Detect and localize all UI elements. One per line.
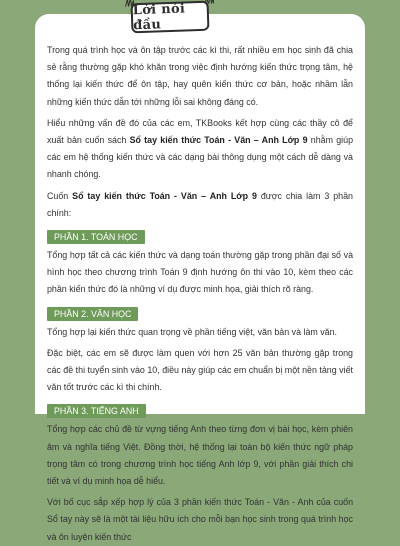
section-text-literature: Tổng hợp lại kiến thức quan trọng về phần tiếng việt, văn bản và làm văn. (47, 326, 338, 337)
book-title: Sổ tay kiến thức Toán - Văn – Anh Lớp 9 (129, 135, 308, 146)
grass-decoration-icon (204, 0, 214, 4)
section-text-english: Tổng hợp các chủ đề từ vựng tiếng Anh theo từng đơn vị bài học, kèm phiên âm và nghĩa tiếng Việt. Đồng thời, hệ thống lại toàn bộ kiến thức ngữ pháp trọng tâm có trong chương trình học tiếng Anh lớp 9, với phần giải thích chi tiết và ví dụ minh họa dễ hiểu. (47, 424, 353, 487)
grass-decoration-icon (124, 0, 134, 7)
intro-paragraph-2 (47, 115, 353, 184)
section-text-english-2: Với bố cục sắp xếp hợp lý của 3 phần kiến thức Toán - Văn - Anh của cuốn Sổ tay này sẽ là một tài liệu hữu ích cho mỗi bạn học sinh trong quá trình học và ôn luyện kiến thức (47, 497, 353, 542)
intro-p2-before: Hiểu những vấn đề đó của các em, TKBooks kết hợp cùng các thầy cô để xuất bản cuốn sách (47, 117, 353, 146)
intro-paragraph-1: Trong quá trình học và ôn tập trước các kì thi, rất nhiều em học sinh đã chia sẻ rằng thường gặp khó khăn trong việc định hướng kiến thức trọng tâm, hệ thống lại kiến thức để ôn tập, hay quên kiến thức cơ bản, hoặc nhầm lẫn những kiến thức dẫn tới những lỗi sai không đáng có. (47, 45, 353, 107)
intro-paragraph-3 (47, 188, 353, 222)
book-title: Sổ tay kiến thức Toán - Văn – Anh Lớp 9 (72, 190, 257, 201)
content-card (35, 1, 365, 542)
section-label-literature: PHẦN 2. VĂN HỌC (47, 307, 138, 321)
section-text-math: Tổng hợp tất cả các kiến thức và dạng toán thường gặp trong phần đại số và hình học theo chương trình Toán 9 định hướng ôn thi vào 10, kèm theo các phần kiến thức đó là những ví dụ được minh họa, giải thích rõ ràng. (47, 250, 353, 295)
page-title: Lời nói đầu (132, 1, 186, 34)
section-label-english: PHẦN 3. TIẾNG ANH (47, 404, 146, 418)
intro-p3-after: được chia làm 3 phần chính: (47, 190, 353, 218)
intro-p3-before: Cuốn (47, 190, 73, 201)
intro-p2-after: nhằm giúp các em hệ thống kiến thức và các dạng bài thông dụng một cách dễ dàng và nhanh chóng. (47, 135, 354, 180)
title-badge (131, 1, 210, 34)
section-label-math: PHẦN 1. TOÁN HỌC (47, 230, 145, 244)
section-text-literature-2: Đặc biệt, các em sẽ được làm quen với hơn 25 văn bản thường gặp trong các đề thi tuyển sinh vào 10, điều này giúp các em chuẩn bị một nền tảng viết văn tốt trước các kì thi chính. (47, 347, 353, 393)
